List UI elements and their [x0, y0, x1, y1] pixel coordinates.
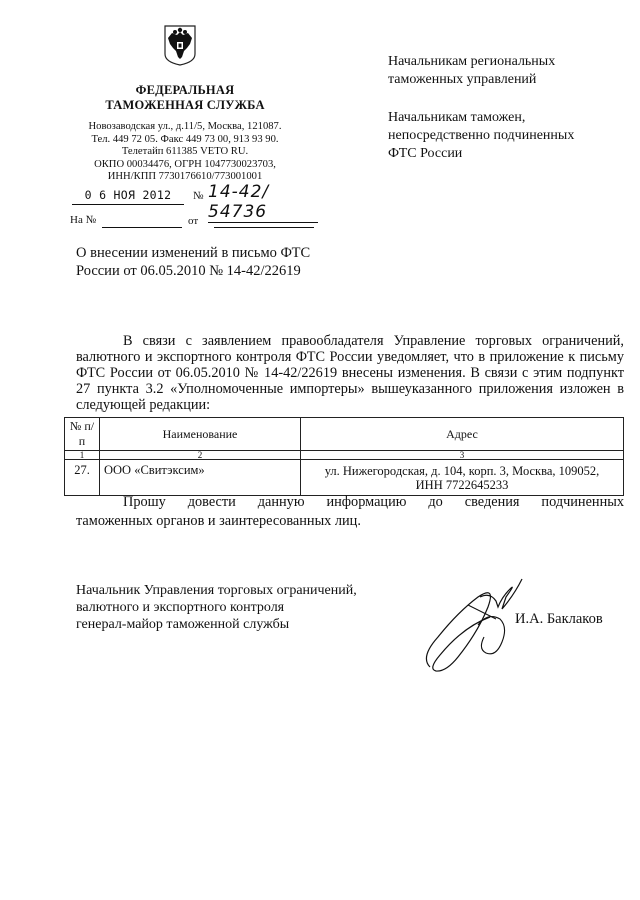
- organization-title: [70, 83, 300, 113]
- header-name: Наименование: [100, 418, 301, 451]
- addressee-line: ФТС России: [388, 146, 463, 161]
- index-3: 3: [301, 451, 624, 460]
- header-number: № п/п: [65, 418, 100, 451]
- reference-date-blank: [214, 227, 314, 228]
- addressee-line: Начальникам таможен,: [388, 110, 526, 125]
- row-number: 27.: [65, 460, 100, 496]
- addressee-line: непосредственно подчиненных: [388, 128, 575, 143]
- info-okpo-ogrn: ОКПО 00034476, ОГРН 1047730023703,: [94, 158, 276, 170]
- row-address: [301, 460, 624, 496]
- reference-date-label: от: [188, 215, 199, 227]
- address-line-2: ИНН 7722645233: [415, 477, 509, 492]
- info-phone: Тел. 449 72 05. Факс 449 73 00, 913 93 90.: [91, 133, 279, 145]
- paragraph-2-line-1: Прошу довести данную информацию до сведения подчиненных: [123, 494, 624, 510]
- body-paragraph-1: В связи с заявлением правообладателя Управление торговых ограничений, валютного и экспортного контроля ФТС России уведомляет, что в приложение к письму ФТС России от 06.05.2010 № 14-42/22619 внесены изменения. В связи с этим подпункт 27 пункта 3.2 «Уполномоченные импортеры» вышеуказанного приложения изложен в следующей редакции:: [76, 333, 624, 413]
- registration-number: 14-42/ 54736: [208, 182, 318, 223]
- info-teletype: Телетайп 611385 VETO RU.: [121, 146, 249, 158]
- subject-line: О внесении изменений в письмо ФТС: [76, 245, 311, 261]
- info-inn-kpp: ИНН/КПП 7730176610/773001001: [107, 171, 263, 183]
- index-1: 1: [65, 451, 100, 460]
- header-address: Адрес: [301, 418, 624, 451]
- org-title-line1: ФЕДЕРАЛЬНАЯ: [135, 83, 235, 97]
- table-header-row: [65, 418, 624, 451]
- organization-contact-info: [70, 121, 300, 184]
- row-company-name: ООО «Свитэксим»: [100, 460, 301, 496]
- addressee-line: Начальникам региональных: [388, 54, 556, 69]
- address-line-1: ул. Нижегородская, д. 104, корп. 3, Москва, 109052,: [324, 463, 600, 478]
- registration-number-label: №: [193, 190, 204, 202]
- table-row: [65, 460, 624, 496]
- coat-of-arms-icon: [163, 24, 197, 66]
- signer-name: И.А. Баклаков: [515, 611, 603, 627]
- registration-date: 0 6 НОЯ 2012: [72, 188, 184, 205]
- signer-position: [76, 582, 396, 633]
- position-line: валютного и экспортного контроля: [76, 600, 285, 615]
- addressee-customs: [388, 109, 628, 163]
- index-2: 2: [100, 451, 301, 460]
- addressee-line: таможенных управлений: [388, 72, 537, 87]
- info-address: Новозаводская ул., д.11/5, Москва, 121087.: [88, 121, 282, 132]
- org-title-line2: ТАМОЖЕННАЯ СЛУЖБА: [105, 98, 265, 112]
- reference-number-label: На №: [70, 214, 97, 226]
- importers-table: [64, 417, 624, 496]
- body-paragraph-2: [76, 493, 624, 531]
- reference-number-blank: [102, 227, 182, 228]
- paragraph-2-line-2: таможенных органов и заинтересованных лиц.: [76, 513, 361, 529]
- reference-line: [70, 214, 310, 230]
- letter-subject: [76, 244, 376, 280]
- subject-line: России от 06.05.2010 № 14-42/22619: [76, 263, 301, 279]
- position-line: Начальник Управления торговых ограничений,: [76, 583, 357, 598]
- table-index-row: [65, 451, 624, 460]
- position-line: генерал-майор таможенной службы: [76, 617, 290, 632]
- addressee-regional: [388, 53, 628, 89]
